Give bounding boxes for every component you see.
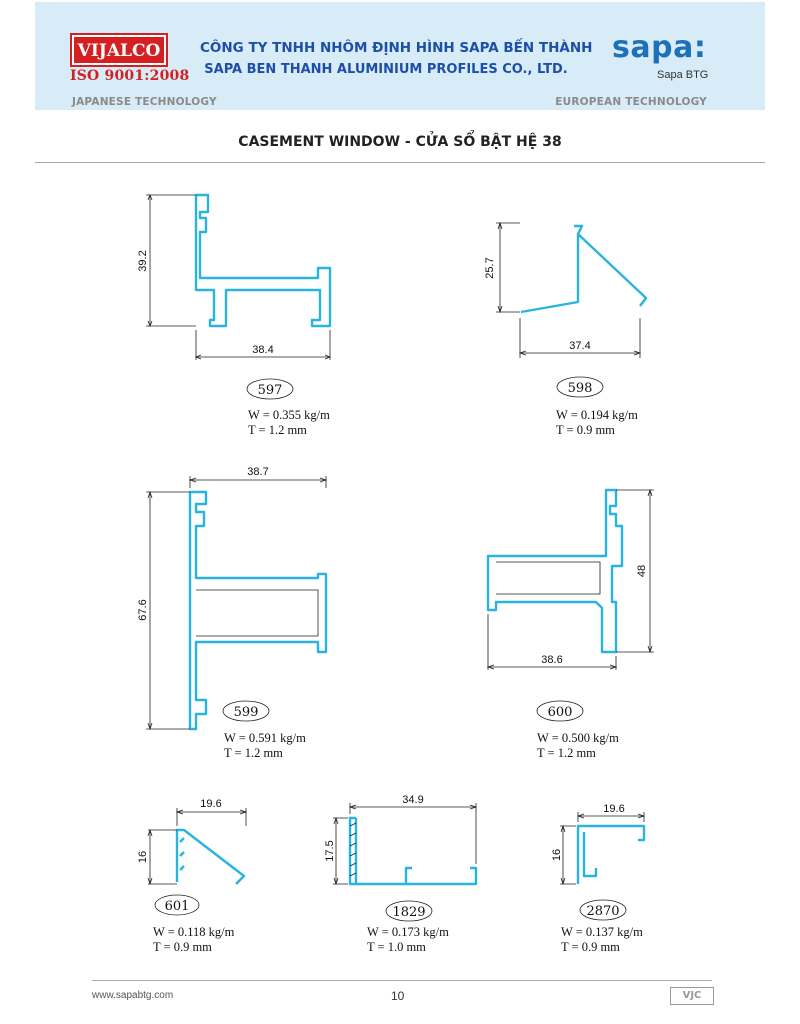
vjc-mark: VJC <box>670 987 714 1005</box>
dim-2870-width: 19.6 <box>603 803 625 815</box>
weight-599: W = 0.591 kg/m <box>224 731 306 745</box>
code-598: 598 <box>567 381 593 396</box>
profile-2870-drawing <box>551 803 644 920</box>
profile-601-drawing <box>137 798 246 915</box>
footer-website: www.sapabtg.com <box>92 990 174 1001</box>
thickness-601: T = 0.9 mm <box>153 940 212 954</box>
weight-601: W = 0.118 kg/m <box>153 925 235 939</box>
weight-597: W = 0.355 kg/m <box>248 408 330 422</box>
weight-600: W = 0.500 kg/m <box>537 731 619 745</box>
thickness-2870: T = 0.9 mm <box>561 940 620 954</box>
thickness-597: T = 1.2 mm <box>248 423 307 437</box>
dim-601-width: 19.6 <box>200 798 222 810</box>
code-601: 601 <box>164 899 190 914</box>
dim-600-width: 38.6 <box>541 654 563 666</box>
dim-598-height: 25.7 <box>484 257 496 279</box>
thickness-598: T = 0.9 mm <box>556 423 615 437</box>
dim-599-width: 38.7 <box>247 466 269 478</box>
dim-1829-width: 34.9 <box>402 794 424 806</box>
dim-599-height: 67.6 <box>137 599 149 621</box>
sapa-brand-logo: sapa: <box>612 30 707 65</box>
tag-european-technology: EUROPEAN TECHNOLOGY <box>555 96 707 108</box>
code-599: 599 <box>233 705 259 720</box>
profile-1829-drawing <box>324 794 476 921</box>
dim-597-height: 39.2 <box>137 250 149 272</box>
code-1829: 1829 <box>392 905 426 920</box>
iso-certification: ISO 9001:2008 <box>70 68 190 84</box>
thickness-600: T = 1.2 mm <box>537 746 596 760</box>
profile-598-drawing <box>484 223 646 397</box>
code-2870: 2870 <box>586 904 620 919</box>
profile-600-drawing <box>488 490 654 721</box>
code-600: 600 <box>547 705 573 720</box>
dim-1829-height: 17.5 <box>324 840 336 862</box>
company-name-en: SAPA BEN THANH ALUMINIUM PROFILES CO., LTD. <box>204 62 568 77</box>
weight-598: W = 0.194 kg/m <box>556 408 638 422</box>
dim-2870-height: 16 <box>551 848 563 862</box>
weight-2870: W = 0.137 kg/m <box>561 925 643 939</box>
profile-599-drawing <box>137 466 326 729</box>
logo-text: VIJALCO <box>77 41 161 61</box>
weight-1829: W = 0.173 kg/m <box>367 925 449 939</box>
thickness-599: T = 1.2 mm <box>224 746 283 760</box>
page-number: 10 <box>391 989 405 1003</box>
dim-601-height: 16 <box>137 850 149 864</box>
footer-divider <box>92 980 712 981</box>
profile-597-drawing <box>137 195 330 399</box>
dim-600-height: 48 <box>636 564 648 578</box>
code-597: 597 <box>257 383 283 398</box>
page-title: CASEMENT WINDOW - CỬA SỔ BẬT HỆ 38 <box>238 134 562 150</box>
dim-598-width: 37.4 <box>569 340 591 352</box>
thickness-1829: T = 1.0 mm <box>367 940 426 954</box>
sapa-brand-sub: Sapa BTG <box>657 69 709 81</box>
tag-japanese-technology: JAPANESE TECHNOLOGY <box>72 96 217 108</box>
dim-597-width: 38.4 <box>252 344 274 356</box>
company-name-vn: CÔNG TY TNHH NHÔM ĐỊNH HÌNH SAPA BẾN THÀNH <box>200 40 593 56</box>
